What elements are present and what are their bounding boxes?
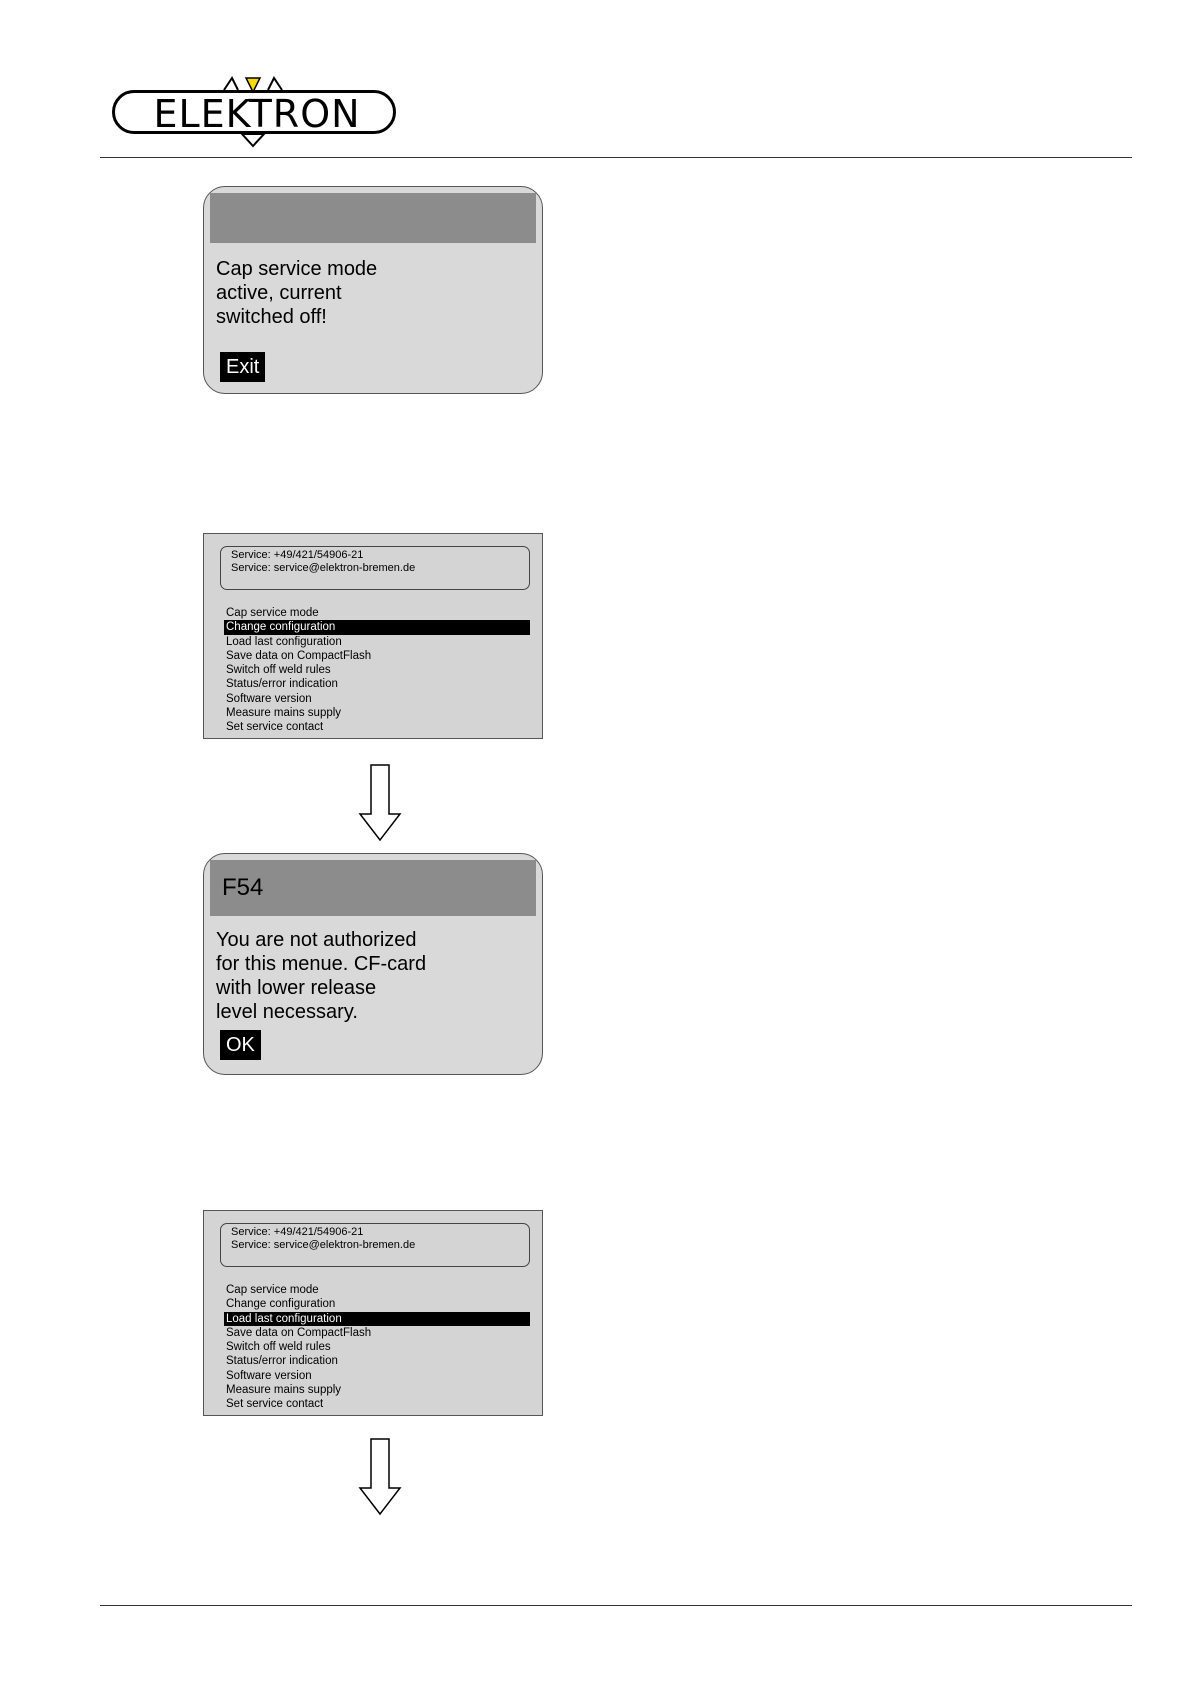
screen-title-bar — [210, 860, 536, 916]
menu-item-change-configuration[interactable]: Change configuration — [224, 620, 530, 634]
service-email: Service: service@elektron-bremen.de — [231, 1239, 416, 1251]
service-phone: Service: +49/421/54906-21 — [231, 1226, 364, 1238]
error-f54-screen — [203, 853, 543, 1075]
menu-item-switch-off-weld-rules[interactable]: Switch off weld rules — [226, 1341, 331, 1354]
menu-item-status-error-indication[interactable]: Status/error indication — [226, 1355, 338, 1368]
error-message: You are not authorized for this menue. CF-card with lower release level necessary. — [216, 929, 427, 1023]
menu-item-switch-off-weld-rules[interactable]: Switch off weld rules — [226, 664, 331, 677]
menu-item-status-error-indication[interactable]: Status/error indication — [226, 678, 338, 691]
error-code: F54 — [222, 874, 264, 901]
cap-service-mode-screen — [203, 186, 543, 394]
menu-item-software-version[interactable]: Software version — [226, 1369, 312, 1382]
service-menu-screen-2 — [203, 1210, 543, 1416]
menu-item-measure-mains-supply[interactable]: Measure mains supply — [226, 707, 342, 720]
service-email: Service: service@elektron-bremen.de — [231, 562, 416, 574]
menu-item-set-service-contact[interactable]: Set service contact — [226, 721, 324, 734]
exit-button[interactable]: Exit — [220, 352, 265, 382]
service-contact-box — [220, 1223, 530, 1267]
menu-item-set-service-contact[interactable]: Set service contact — [226, 1398, 324, 1411]
menu-item-cap-service-mode[interactable]: Cap service mode — [226, 607, 319, 619]
footer-divider — [100, 1605, 1132, 1606]
menu-item-load-last-configuration[interactable]: Load last configuration — [224, 1312, 530, 1326]
down-arrow-icon — [358, 764, 402, 842]
service-phone: Service: +49/421/54906-21 — [231, 549, 364, 561]
ok-button[interactable]: OK — [220, 1030, 261, 1060]
header-divider — [100, 157, 1132, 158]
down-arrow-icon — [358, 1438, 402, 1516]
menu-item-save-data-compactflash[interactable]: Save data on CompactFlash — [226, 1326, 372, 1339]
menu-item-load-last-configuration[interactable]: Load last configuration — [226, 635, 342, 648]
screen-title-bar — [210, 193, 536, 243]
menu-item-save-data-compactflash[interactable]: Save data on CompactFlash — [226, 649, 372, 662]
menu-list — [224, 606, 530, 735]
screen-message: Cap service mode active, current switched off! — [216, 258, 378, 328]
menu-list — [224, 1283, 530, 1412]
menu-item-change-configuration[interactable]: Change configuration — [226, 1298, 336, 1311]
service-menu-screen-1 — [203, 533, 543, 739]
menu-item-software-version[interactable]: Software version — [226, 692, 312, 705]
menu-item-measure-mains-supply[interactable]: Measure mains supply — [226, 1384, 342, 1397]
elektron-logo — [112, 74, 402, 148]
logo-text: ELEKTRON — [153, 92, 361, 136]
menu-item-cap-service-mode[interactable]: Cap service mode — [226, 1284, 319, 1296]
service-contact-box — [220, 546, 530, 590]
